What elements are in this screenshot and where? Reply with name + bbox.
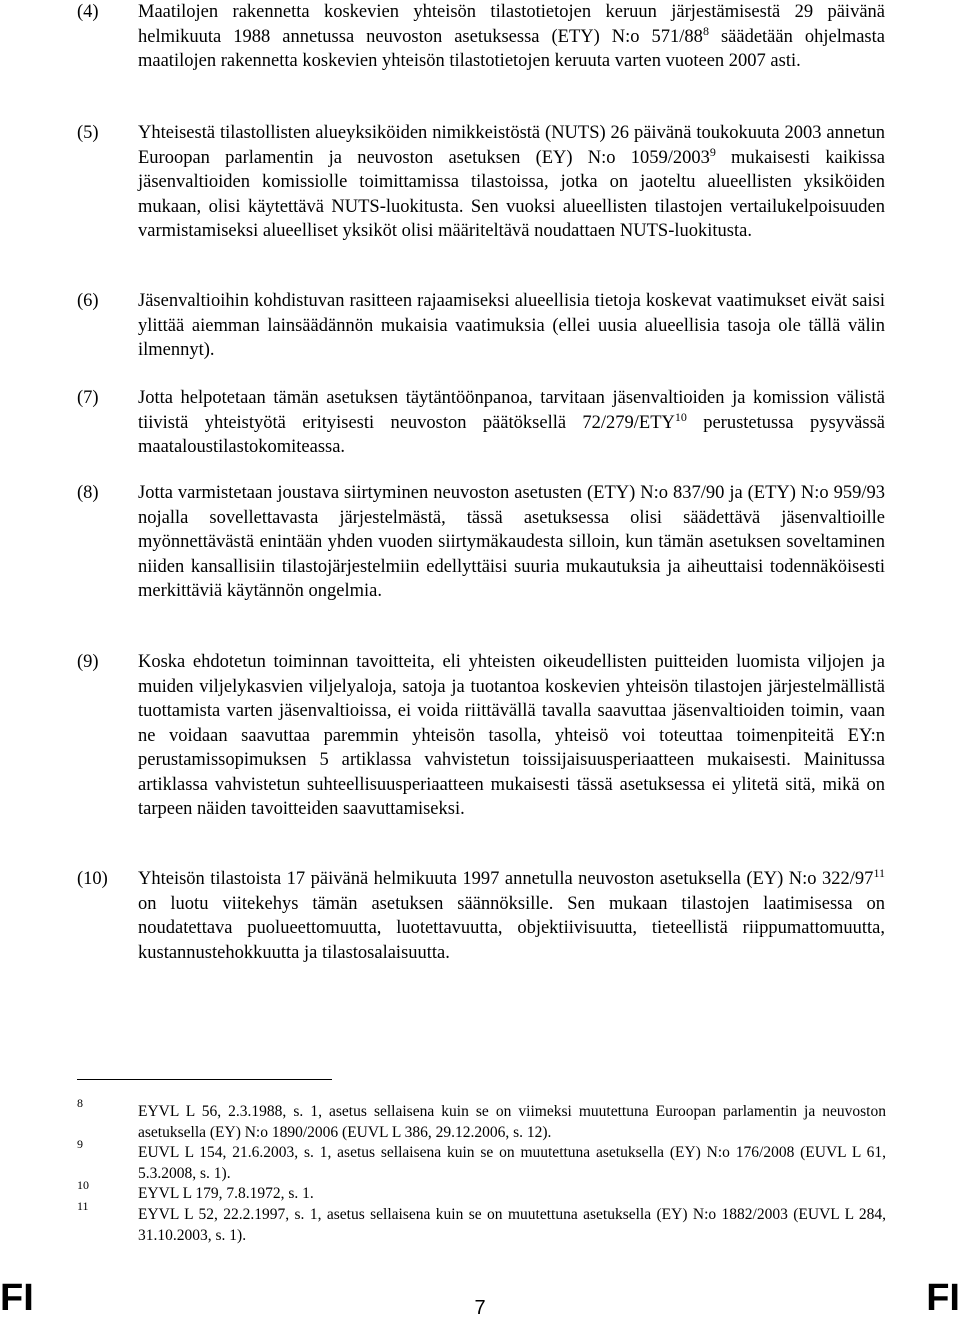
footnote-ref-10[interactable]: 10 bbox=[674, 409, 687, 424]
recital-text: Koska ehdotetun toiminnan tavoitteita, eli yhteisten oikeudellisten puitteiden luomista viljojen ja muiden viljelykasvien viljelyaloja, satoja ja tuotantoa koskevien yhteisön tilastojen järjestelmällistä tuottamista varten jäsenvaltioissa, ei voida riittävällä tavalla saavuttaa jäsenvaltioiden toimin, vaan ne voidaan saavuttaa paremmin yhteisön tasolla, yhteisö voi toteuttaa toimenpiteitä EY:n perustamissopimuksen 5 artiklassa vahvistetun toissijaisuusperiaatteen mukaisesti. Mainitussa artiklassa vahvistetun suhteellisuusperiaatteen mukaisesti tässä asetuksessa ei ylitetä sitä, mikä on tarpeen näiden tavoitteiden saavuttamiseksi. bbox=[138, 652, 885, 819]
recital-number: (7) bbox=[77, 388, 99, 408]
recital-text: Yhteisön tilastoista 17 päivänä helmikuuta 1997 annetulla neuvoston asetuksella (EY) N:o $322/97^{11}$ on luotu viitekehys tämän asetuksen säännöksille. Sen mukaan tilastojen laatimisessa on noudatettava puolueettomuutta, luotettavuutta, objektiivisuutta, tieteellistä riippumattomuutta, kustannustehokkuutta ja tilastosalaisuutta. bbox=[138, 865, 885, 963]
recital-number: (10) bbox=[77, 869, 108, 889]
recital-text: Yhteisestä tilastollisten alueyksiköiden nimikkeistöstä (NUTS) 26 päivänä toukokuuta 2003 annetun Euroopan parlamentin ja neuvoston asetuksen (EY) N:o 1059/2003$^9$ mukaisesti kaikissa jäsenvaltioiden komissiolle toimittamissa tilastoissa, jotka on jaoteltu alueellisten yksiköiden mukaan, olisi käytettävä NUTS-luokitusta. Sen vuoksi alueellisten tilastojen vertailukelpoisuuden varmistamiseksi alueelliset yksiköt olisi määriteltävä noudattaen NUTS-luokitusta. bbox=[138, 123, 885, 241]
recital-text: Maatilojen rakennetta koskevien yhteisön tilastotietojen keruun järjestämisestä 29 päivänä helmikuuta 1988 annetussa neuvoston asetuksessa (ETY) N:o $571/88^8$ säädetään ohjelmasta maatilojen rakennetta koskevien yhteisön tilastotietojen keruuta varten vuoteen 2007 asti. bbox=[138, 2, 885, 71]
footnote-number: 9 bbox=[77, 1137, 83, 1151]
footnote-text: EYVL L 56, 2.3.1988, s. 1, asetus sellaisena kuin se on viimeksi muutettuna Euroopan parlamentin ja neuvoston asetuksella (EY) N:o 1890/2006 (EUVL L 386, 29.12.2006, s. 12). bbox=[138, 1103, 886, 1141]
footnote-number: 8 bbox=[77, 1096, 83, 1110]
footnote-separator bbox=[77, 1079, 332, 1080]
language-mark-left: FI bbox=[0, 1277, 34, 1319]
recital-text: Jäsenvaltioihin kohdistuvan rasitteen rajaamiseksi alueellisia tietoja koskevat vaatimukset eivät saisi ylittää aiemman lainsäädännön mukaisia vaatimuksia (ellei uusia alueellisia tasoja ole tällä välin ilmennyt). bbox=[138, 291, 885, 360]
language-mark-right: FI bbox=[926, 1277, 960, 1319]
recital-text: Jotta helpotetaan tämän asetuksen täytäntöönpanoa, tarvitaan jäsenvaltioiden ja komission välistä tiivistä yhteistyötä erityisesti neuvoston päätöksellä 72/279/ETY$^{10}$ perustetussa pysyvässä maataloustilastokomiteassa. bbox=[138, 388, 885, 457]
footnote-text: EUVL L 154, 21.6.2003, s. 1, asetus sellaisena kuin se on muutettuna asetuksella (EY) N:o 176/2008 (EUVL L 61, 5.3.2008, s. 1). bbox=[138, 1144, 886, 1182]
recital-number: (9) bbox=[77, 652, 99, 672]
footnote-text: EYVL L 52, 22.2.1997, s. 1, asetus sellaisena kuin se on muutettuna asetuksella (EY) N:o 1882/2003 (EUVL L 284, 31.10.2003, s. 1). bbox=[138, 1206, 886, 1244]
recital-number: (8) bbox=[77, 483, 99, 503]
footnote-text: EYVL L 179, 7.8.1972, s. 1. bbox=[138, 1185, 314, 1202]
footnote-ref-8[interactable]: 8 bbox=[702, 23, 709, 38]
footnote-number: 10 bbox=[77, 1178, 89, 1192]
recital-number: (5) bbox=[77, 123, 99, 143]
recital-number: (4) bbox=[77, 2, 99, 22]
recital-number: (6) bbox=[77, 291, 99, 311]
footnote-number: 11 bbox=[77, 1199, 89, 1213]
footnote-ref-11[interactable]: 11 bbox=[873, 865, 885, 880]
page-number: 7 bbox=[474, 1297, 486, 1319]
recital-text: Jotta varmistetaan joustava siirtyminen neuvoston asetusten (ETY) N:o 837/90 ja (ETY) N:o 959/93 nojalla sovellettavasta järjestelmästä, tässä asetuksessa olisi säädettävä jäsenvaltioille myönnettävästä enintään yhden vuoden siirtymäkaudesta silloin, kun tämän asetuksen soveltaminen niiden kansallisiin tilastojärjestelmiin edellyttäisi suuria mukautuksia ja aiheuttaisi todennäköisesti merkittäviä käytännön ongelmia. bbox=[138, 483, 885, 601]
footnote-ref-9[interactable]: 9 bbox=[709, 144, 716, 159]
